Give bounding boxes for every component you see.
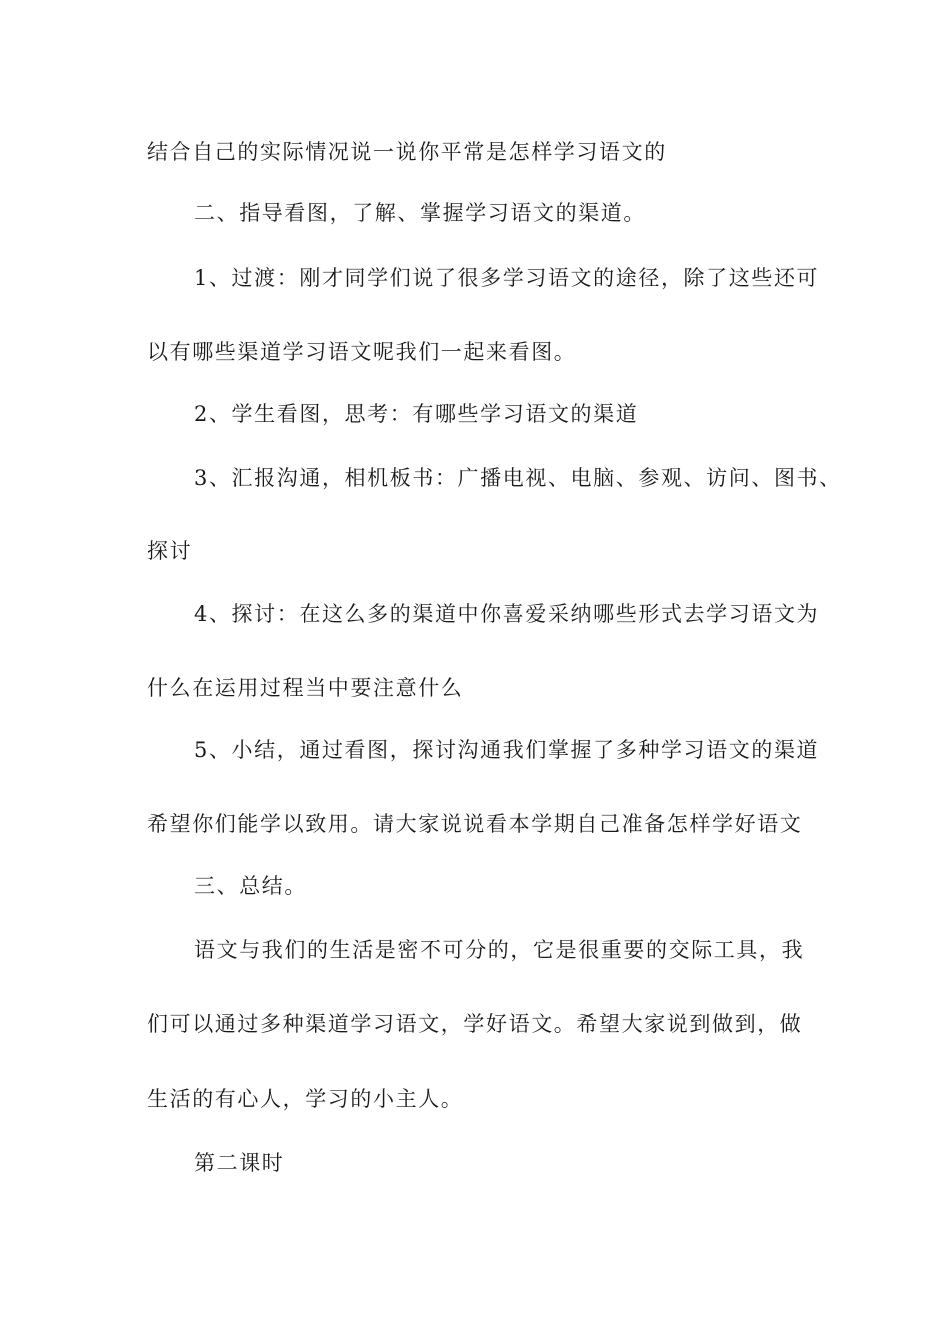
section-heading-3: 三、总结。 [194, 874, 307, 898]
text-line-14: 们可以通过多种渠道学习语文，学好语文。希望大家说到做到，做 [147, 1012, 803, 1036]
section-heading-2: 二、指导看图，了解、掌握学习语文的渠道。 [194, 201, 646, 225]
text-line-13: 语文与我们的生活是密不可分的，它是很重要的交际工具，我 [194, 938, 805, 962]
text-line-10: 5、小结，通过看图，探讨沟通我们掌握了多种学习语文的渠道 [194, 738, 820, 762]
text-line-8: 4、探讨：在这么多的渠道中你喜爱采纳哪些形式去学习语文为 [194, 602, 820, 626]
text-line-5: 2、学生看图，思考：有哪些学习语文的渠道 [194, 402, 639, 426]
text-line-11: 希望你们能学以致用。请大家说说看本学期自己准备怎样学好语文 [147, 812, 803, 836]
text-line-3: 1、过渡：刚才同学们说了很多学习语文的途径，除了这些还可 [194, 266, 820, 290]
text-line-1: 结合自己的实际情况说一说你平常是怎样学习语文的 [147, 140, 667, 164]
text-line-7: 探讨 [147, 539, 193, 563]
text-line-4: 以有哪些渠道学习语文呢我们一起来看图。 [147, 340, 577, 364]
text-line-6: 3、汇报沟通，相机板书：广播电视、电脑、参观、访问、图书、 [194, 466, 842, 490]
text-line-15: 生活的有心人，学习的小主人。 [147, 1087, 464, 1111]
text-line-9: 什么在运用过程当中要注意什么 [147, 676, 464, 700]
lesson-heading: 第二课时 [194, 1151, 285, 1175]
